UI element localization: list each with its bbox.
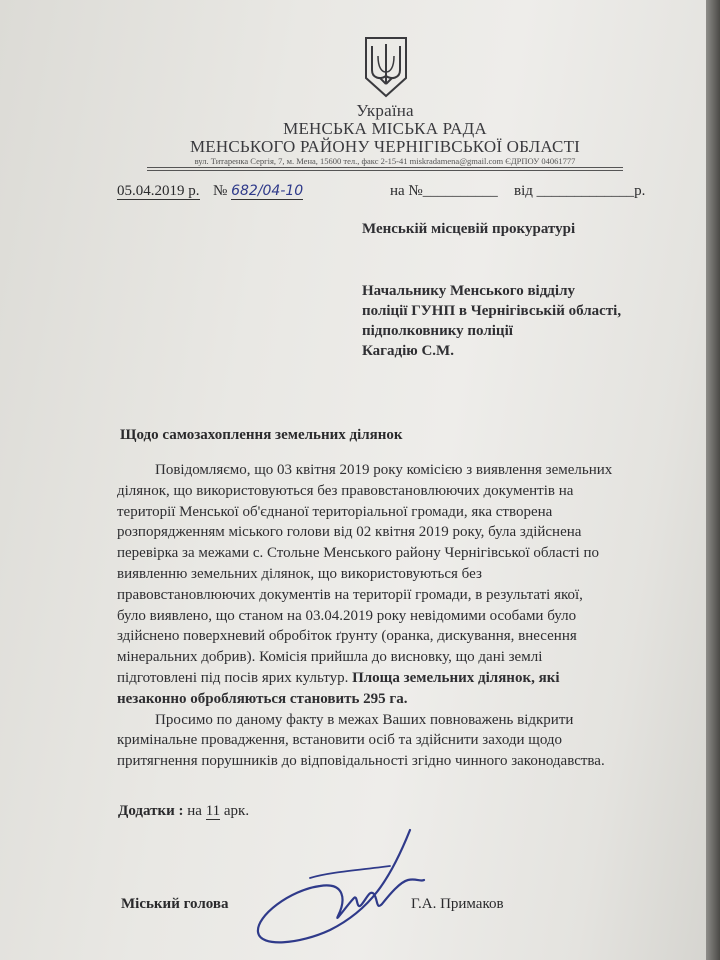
body-line: притягнення порушників до відповідальності згідно чинного законодавства. — [117, 753, 605, 770]
district-name: МЕНСЬКОГО РАЙОНУ ЧЕРНІГІВСЬКОЇ ОБЛАСТІ — [189, 137, 581, 156]
signer-title: Міський голова — [121, 896, 229, 912]
addressee-police-line4: Кагадію С.М. — [362, 343, 454, 359]
body-line: було виявлено, що станом на 03.04.2019 року невідомими особами було — [117, 607, 577, 624]
body-line: незаконно обробляються становить 295 га. — [117, 690, 408, 707]
addressee-police-line2: поліції ГУНП в Чернігівській області, — [362, 303, 622, 319]
trident-emblem-icon — [362, 34, 410, 98]
body-line: території Менської об'єднаної територіальної громади, яка створена — [117, 503, 553, 520]
body-line: підготовлені під посів ярих культур. Площа земельних ділянок, які — [117, 669, 560, 686]
reference-date: від _____________р. — [514, 183, 646, 199]
country-name: Україна — [356, 101, 414, 120]
addressee-prosecutor: Менській місцевій прокуратурі — [362, 221, 576, 237]
body-line: виявленню земельних ділянок, що використовуються без — [117, 565, 482, 582]
addressee-police-line3: підполковнику поліції — [362, 323, 513, 339]
addressee-police-line1: Начальнику Менського відділу — [362, 283, 575, 299]
body-line: перевірка за межами с. Стольне Менського району Чернігівської області по — [117, 545, 599, 562]
body-line: мінеральних добрив). Комісія прийшла до висновку, що дані землі — [117, 649, 543, 666]
reference-number: на №__________ — [390, 183, 498, 199]
outgoing-number: № 682/04-10 — [213, 183, 304, 199]
outgoing-date: 05.04.2019 р. — [117, 183, 200, 199]
body-line: правовстановлюючих документів на території громади, в результаті якої, — [117, 586, 583, 603]
outgoing-number-handwritten: 682/04-10 — [231, 183, 304, 199]
council-name: МЕНСЬКА МІСЬКА РАДА — [283, 119, 487, 138]
handwritten-signature — [250, 820, 440, 950]
body-line: Повідомляємо, що 03 квітня 2019 року комісією з виявлення земельних — [155, 462, 613, 478]
letter-body — [117, 460, 662, 772]
body-line: здійснено поверхневий обробіток ґрунту (оранка, дискування, внесення — [117, 628, 577, 645]
letter-subject: Щодо самозахоплення земельних ділянок — [120, 427, 403, 443]
page-edge-shadow — [706, 0, 720, 960]
attachments-line: Додатки : на 11 арк. — [118, 803, 250, 819]
body-line: розпорядженням міського голови від 02 квітня 2019 року, була здійснена — [117, 524, 582, 541]
body-line: кримінальне провадження, встановити осіб та здійснити заходи щодо — [117, 732, 563, 749]
body-line: Просимо по даному факту в межах Ваших повноважень відкрити — [155, 711, 574, 728]
signer-name: Г.А. Примаков — [411, 896, 504, 912]
body-line: ділянок, що використовуються без правовстановлюючих документів на — [117, 482, 574, 499]
attachments-count: 11 — [205, 803, 221, 819]
contact-line: вул. Титаренка Сергія, 7, м. Мена, 15600 тел., факс 2-15-41 miskradamena@gmail.com ЄДРПОУ 04061777 — [147, 156, 623, 168]
header-divider — [147, 170, 623, 171]
